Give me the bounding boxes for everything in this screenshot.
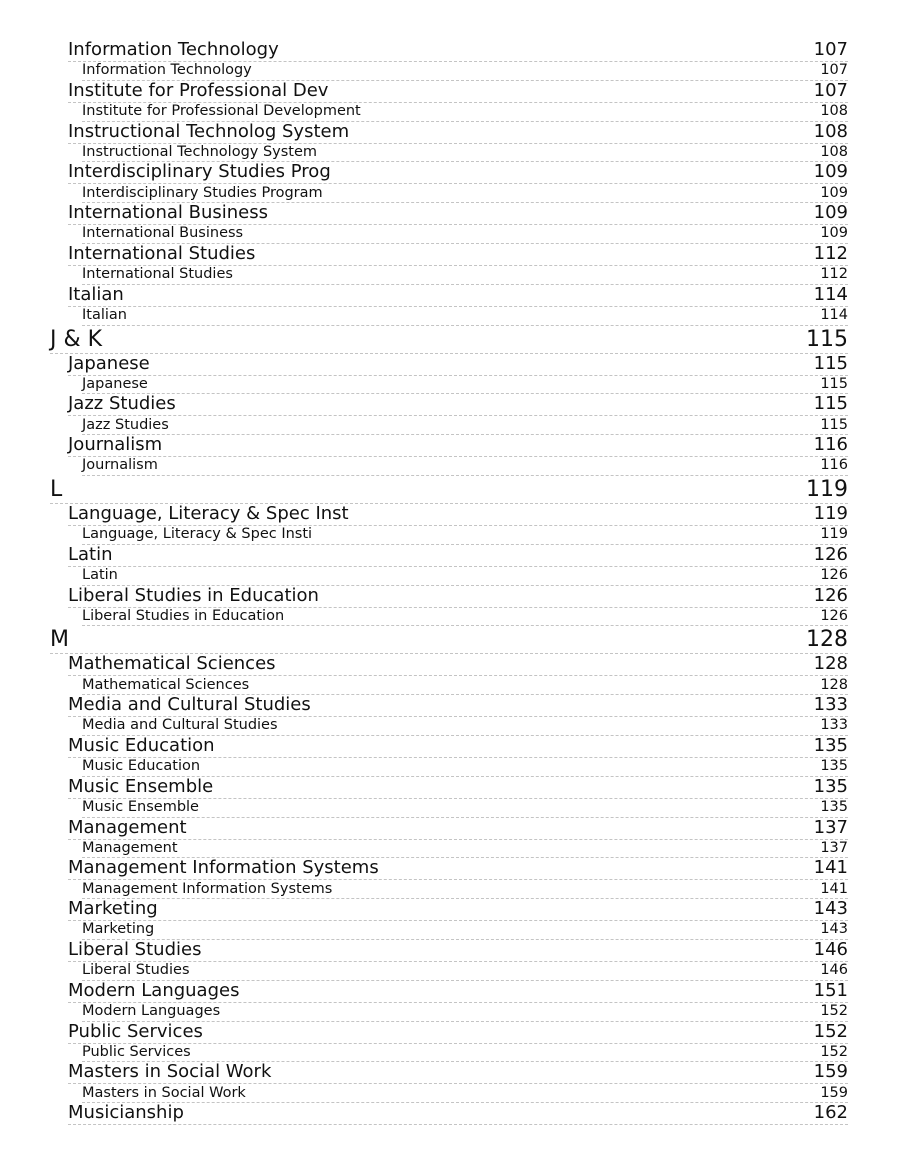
toc-subentry[interactable] <box>82 880 848 899</box>
toc-page-number: 143 <box>820 921 848 938</box>
toc-entry[interactable] <box>68 818 848 840</box>
toc-entry-label: International Business <box>68 202 268 224</box>
toc-entry-label: Italian <box>82 307 127 324</box>
toc-page-number: 141 <box>813 857 848 879</box>
toc-entry[interactable] <box>68 203 848 225</box>
toc-entry[interactable] <box>68 940 848 962</box>
toc-page-number: 126 <box>813 543 848 565</box>
toc-entry[interactable] <box>68 545 848 567</box>
toc-page-number: 114 <box>813 283 848 305</box>
toc-entry-label: Latin <box>82 567 118 584</box>
toc-subentry[interactable] <box>82 1084 848 1103</box>
toc-page-number: 109 <box>820 225 848 242</box>
toc-page-number: 152 <box>820 1003 848 1020</box>
toc-page-number: 119 <box>820 526 848 543</box>
toc-entry-label: M <box>50 627 69 653</box>
toc-entry-label: International Business <box>82 225 244 242</box>
toc-entry[interactable] <box>68 504 848 526</box>
toc-entry-label: Liberal Studies in Education <box>82 607 285 624</box>
toc-entry-label: Information Technology <box>68 39 279 60</box>
toc-entry-label: Masters in Social Work <box>82 1084 246 1101</box>
toc-entry-label: Public Services <box>82 1043 191 1060</box>
toc-entry-label: Journalism <box>82 457 158 474</box>
toc-page-number: 107 <box>820 62 848 79</box>
toc-entry-label: Liberal Studies in Education <box>68 584 319 606</box>
toc-page-number: 146 <box>813 938 848 960</box>
toc-page-number: 108 <box>820 103 848 120</box>
toc-page-number: 135 <box>813 775 848 797</box>
toc-entry[interactable] <box>68 40 848 62</box>
toc-page-number: 137 <box>820 839 848 856</box>
toc-entry-label: Institute for Professional Dev <box>68 79 329 101</box>
toc-entry-label: Media and Cultural Studies <box>68 694 311 716</box>
toc-page-number: 152 <box>813 1020 848 1042</box>
toc-subentry[interactable] <box>82 184 848 203</box>
toc-entry-label: Interdisciplinary Studies Prog <box>68 161 331 183</box>
toc-page-number: 119 <box>813 502 848 524</box>
toc-entry-label: Latin <box>68 543 113 565</box>
toc-page-number: 133 <box>820 717 848 734</box>
toc-subentry[interactable] <box>82 526 848 545</box>
toc-page-number: 128 <box>820 676 848 693</box>
toc-entry-label: Jazz Studies <box>68 393 176 415</box>
toc-page-number: 159 <box>820 1084 848 1101</box>
toc-subentry[interactable] <box>82 799 848 818</box>
toc-page-number: 112 <box>820 266 848 283</box>
toc-entry[interactable] <box>68 981 848 1003</box>
toc-entry-label: Interdisciplinary Studies Program <box>82 184 323 201</box>
toc-entry[interactable] <box>68 122 848 144</box>
toc-subentry[interactable] <box>82 1044 848 1063</box>
toc-entry-label: Mathematical Sciences <box>68 653 276 675</box>
toc-entry-label: Management Information Systems <box>82 880 333 897</box>
toc-entry[interactable] <box>68 777 848 799</box>
toc-page-number: 151 <box>813 979 848 1001</box>
toc-page-number: 108 <box>813 120 848 142</box>
toc-entry[interactable] <box>68 244 848 266</box>
toc-subentry[interactable] <box>82 457 848 476</box>
toc-page-number: 107 <box>813 39 848 60</box>
toc-entry-label: L <box>50 476 63 502</box>
toc-entry[interactable] <box>68 858 848 880</box>
toc-entry-label: Marketing <box>68 898 158 920</box>
toc-page-number: 133 <box>813 694 848 716</box>
toc-entry[interactable] <box>68 354 848 376</box>
toc-page-number: 115 <box>813 352 848 374</box>
toc-entry-label: Marketing <box>82 921 155 938</box>
toc-page-number: 115 <box>820 375 848 392</box>
toc-page-number: 115 <box>813 393 848 415</box>
toc-page-number: 159 <box>813 1061 848 1083</box>
toc-subentry[interactable] <box>82 608 848 627</box>
toc-page-number: 107 <box>813 79 848 101</box>
toc-page-number: 135 <box>813 734 848 756</box>
toc-entry[interactable] <box>68 285 848 307</box>
toc-entry[interactable] <box>68 1062 848 1084</box>
toc-page-number: 135 <box>820 799 848 816</box>
toc-subentry[interactable] <box>82 376 848 395</box>
toc-subentry[interactable] <box>82 962 848 981</box>
toc-page-number: 116 <box>813 434 848 456</box>
toc-entry-label: Instructional Technolog System <box>68 120 350 142</box>
toc-entry-label: Management <box>82 839 178 856</box>
toc-entry-label: J & K <box>50 326 103 352</box>
toc-page-number: 115 <box>806 326 848 352</box>
toc-subentry[interactable] <box>82 416 848 435</box>
toc-subentry[interactable] <box>82 307 848 326</box>
toc-page-number: 109 <box>813 202 848 224</box>
toc-entry-label: Language, Literacy & Spec Insti <box>82 526 313 543</box>
toc-entry-label: Media and Cultural Studies <box>82 717 278 734</box>
toc-subentry[interactable] <box>82 758 848 777</box>
toc-subentry[interactable] <box>82 103 848 122</box>
toc-entry-label: International Studies <box>82 266 233 283</box>
toc-entry-label: International Studies <box>68 242 256 264</box>
toc-section-heading[interactable] <box>50 476 848 504</box>
toc-page-number: 126 <box>820 607 848 624</box>
toc-page-number: 162 <box>813 1102 848 1124</box>
toc-page-number: 137 <box>813 816 848 838</box>
toc-subentry[interactable] <box>82 921 848 940</box>
toc-entry-label: Instructional Technology System <box>82 143 318 160</box>
toc-entry-label: Japanese <box>68 352 150 374</box>
toc-entry-label: Modern Languages <box>68 979 240 1001</box>
toc-entry-label: Modern Languages <box>82 1003 221 1020</box>
toc-entry-label: Institute for Professional Development <box>82 103 361 120</box>
toc-page-number: 119 <box>806 476 848 502</box>
toc-page-number: 152 <box>820 1043 848 1060</box>
toc-entry-label: Management <box>68 816 187 838</box>
toc-subentry[interactable] <box>82 717 848 736</box>
toc-page-number: 108 <box>820 143 848 160</box>
toc-section-heading[interactable] <box>50 626 848 654</box>
toc-entry[interactable] <box>68 81 848 103</box>
toc-entry-label: Language, Literacy & Spec Inst <box>68 502 349 524</box>
toc-entry-label: Italian <box>68 283 124 305</box>
toc-section-heading[interactable] <box>50 326 848 354</box>
toc-entry-label: Liberal Studies <box>68 938 202 960</box>
toc-entry-label: Jazz Studies <box>82 416 169 433</box>
toc-page-number: 143 <box>813 898 848 920</box>
table-of-contents <box>0 40 900 1125</box>
toc-page-number: 141 <box>820 880 848 897</box>
toc-entry[interactable] <box>68 695 848 717</box>
toc-subentry[interactable] <box>82 676 848 695</box>
toc-subentry[interactable] <box>82 144 848 163</box>
toc-entry-label: Music Ensemble <box>82 799 199 816</box>
toc-page-number: 114 <box>820 307 848 324</box>
toc-page-number: 146 <box>820 962 848 979</box>
toc-entry-label: Music Education <box>82 758 201 775</box>
toc-entry-label: Liberal Studies <box>82 962 190 979</box>
toc-subentry[interactable] <box>82 62 848 81</box>
toc-subentry[interactable] <box>82 266 848 285</box>
toc-subentry[interactable] <box>82 567 848 586</box>
toc-entry[interactable] <box>68 162 848 184</box>
toc-page-number: 116 <box>820 457 848 474</box>
toc-page-number: 109 <box>820 184 848 201</box>
toc-subentry[interactable] <box>82 840 848 859</box>
toc-page-number: 128 <box>806 627 848 653</box>
toc-page-number: 112 <box>813 242 848 264</box>
toc-entry[interactable] <box>68 1022 848 1044</box>
toc-page-number: 128 <box>813 653 848 675</box>
toc-page-number: 126 <box>820 567 848 584</box>
toc-page-number: 126 <box>813 584 848 606</box>
toc-page-number: 109 <box>813 161 848 183</box>
toc-entry[interactable] <box>68 1103 848 1125</box>
toc-entry-label: Musicianship <box>68 1102 184 1124</box>
toc-entry-label: Music Ensemble <box>68 775 214 797</box>
toc-subentry[interactable] <box>82 225 848 244</box>
toc-subentry[interactable] <box>82 1003 848 1022</box>
toc-entry-label: Journalism <box>68 434 163 456</box>
toc-entry[interactable] <box>68 435 848 457</box>
toc-entry-label: Japanese <box>82 375 148 392</box>
toc-entry-label: Management Information Systems <box>68 857 379 879</box>
toc-entry-label: Public Services <box>68 1020 203 1042</box>
toc-page-number: 115 <box>820 416 848 433</box>
toc-entry-label: Music Education <box>68 734 215 756</box>
toc-entry[interactable] <box>68 654 848 676</box>
toc-entry-label: Information Technology <box>82 62 252 79</box>
toc-entry[interactable] <box>68 586 848 608</box>
toc-entry[interactable] <box>68 736 848 758</box>
toc-page-number: 135 <box>820 758 848 775</box>
toc-entry-label: Masters in Social Work <box>68 1061 272 1083</box>
toc-entry-label: Mathematical Sciences <box>82 676 250 693</box>
toc-entry[interactable] <box>68 899 848 921</box>
toc-entry[interactable] <box>68 394 848 416</box>
